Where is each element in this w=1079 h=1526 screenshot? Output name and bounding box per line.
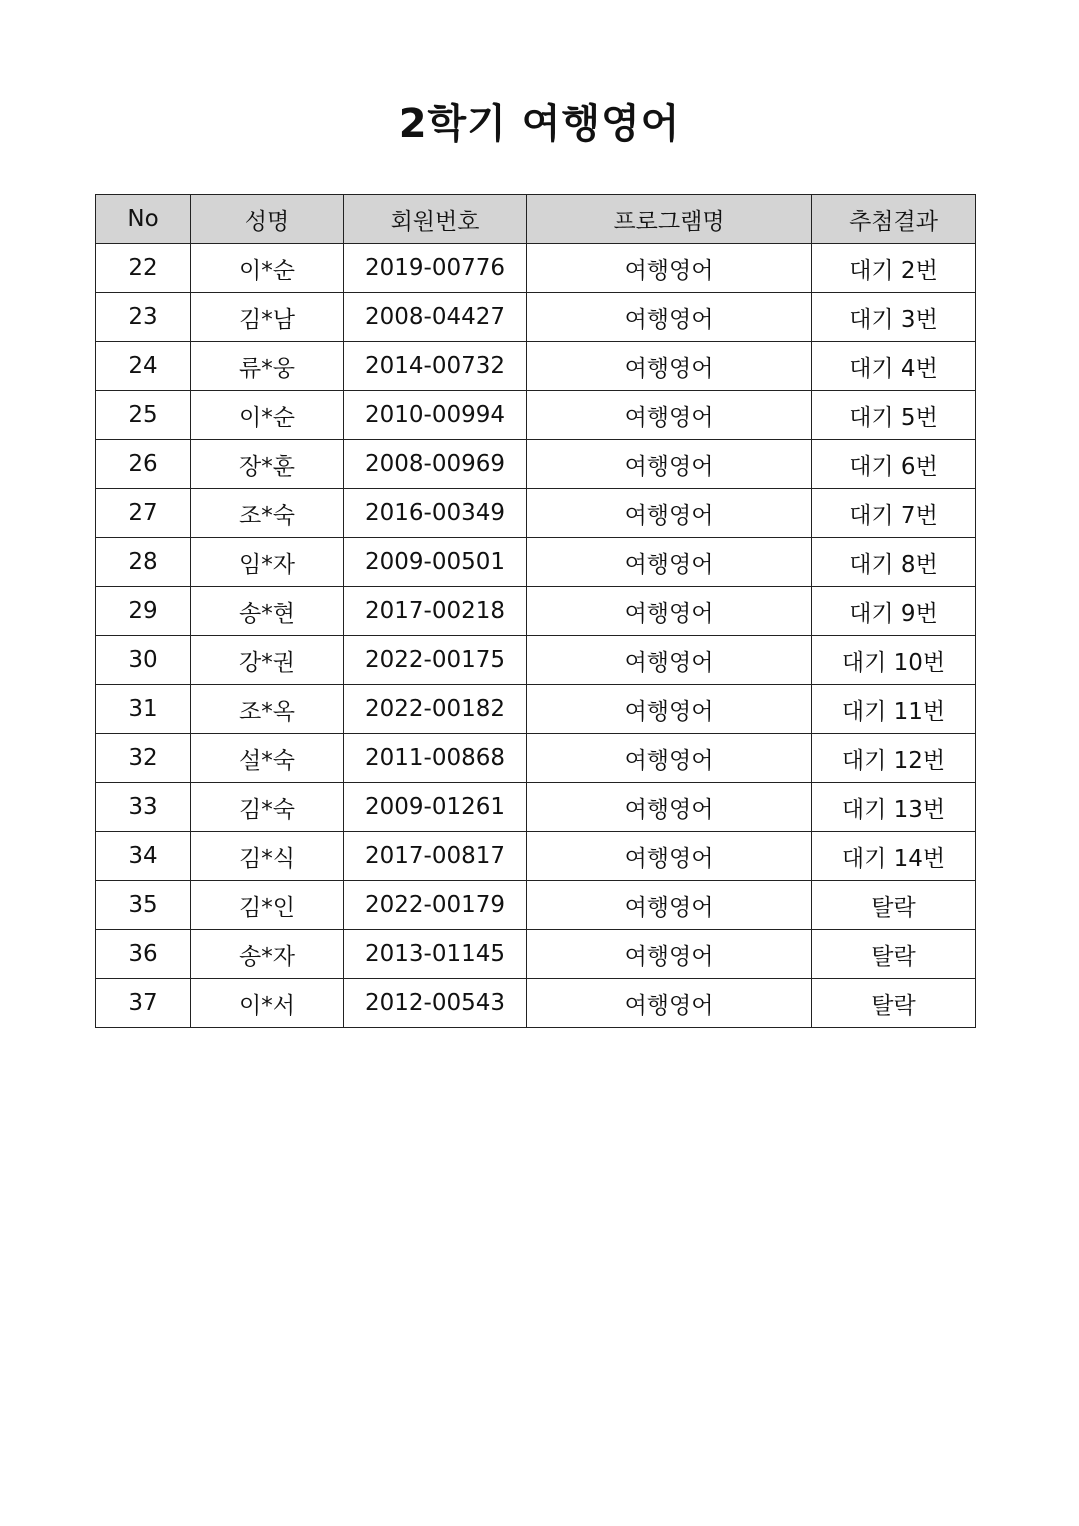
- table-row: [96, 783, 976, 832]
- cell-member-no: 2022-00175: [344, 636, 527, 685]
- table-body: [96, 244, 976, 1028]
- table-row: [96, 930, 976, 979]
- cell-member-no: 2019-00776: [344, 244, 527, 293]
- cell-name: 조*숙: [191, 489, 344, 538]
- cell-result: 대기 12번: [812, 734, 976, 783]
- cell-no: 27: [96, 489, 191, 538]
- cell-member-no: 2009-01261: [344, 783, 527, 832]
- cell-name: 김*식: [191, 832, 344, 881]
- table-row: [96, 489, 976, 538]
- column-header-program: 프로그램명: [527, 195, 812, 244]
- cell-program: 여행영어: [527, 783, 812, 832]
- table-row: [96, 734, 976, 783]
- cell-program: 여행영어: [527, 244, 812, 293]
- table-row: [96, 832, 976, 881]
- cell-no: 22: [96, 244, 191, 293]
- header-row: [96, 195, 976, 244]
- cell-no: 34: [96, 832, 191, 881]
- column-header-no: No: [96, 195, 191, 244]
- cell-program: 여행영어: [527, 930, 812, 979]
- cell-result: 대기 9번: [812, 587, 976, 636]
- cell-name: 이*순: [191, 244, 344, 293]
- cell-program: 여행영어: [527, 587, 812, 636]
- cell-member-no: 2022-00179: [344, 881, 527, 930]
- cell-no: 31: [96, 685, 191, 734]
- cell-member-no: 2013-01145: [344, 930, 527, 979]
- cell-name: 이*순: [191, 391, 344, 440]
- cell-name: 송*자: [191, 930, 344, 979]
- column-header-result: 추첨결과: [812, 195, 976, 244]
- cell-name: 강*권: [191, 636, 344, 685]
- cell-result: 대기 10번: [812, 636, 976, 685]
- cell-result: 대기 13번: [812, 783, 976, 832]
- cell-name: 김*숙: [191, 783, 344, 832]
- cell-member-no: 2008-04427: [344, 293, 527, 342]
- cell-program: 여행영어: [527, 538, 812, 587]
- cell-name: 김*남: [191, 293, 344, 342]
- cell-name: 임*자: [191, 538, 344, 587]
- table-row: [96, 293, 976, 342]
- cell-result: 대기 14번: [812, 832, 976, 881]
- column-header-member-no: 회원번호: [344, 195, 527, 244]
- cell-no: 37: [96, 979, 191, 1028]
- cell-member-no: 2016-00349: [344, 489, 527, 538]
- cell-name: 조*옥: [191, 685, 344, 734]
- page-title: 2학기 여행영어: [398, 101, 681, 147]
- cell-result: 대기 3번: [812, 293, 976, 342]
- cell-name: 설*숙: [191, 734, 344, 783]
- cell-result: 탈락: [812, 881, 976, 930]
- cell-member-no: 2008-00969: [344, 440, 527, 489]
- table-row: [96, 979, 976, 1028]
- cell-program: 여행영어: [527, 881, 812, 930]
- cell-name: 송*현: [191, 587, 344, 636]
- table-header: [96, 195, 976, 244]
- cell-member-no: 2009-00501: [344, 538, 527, 587]
- cell-name: 류*웅: [191, 342, 344, 391]
- table-row: [96, 391, 976, 440]
- cell-no: 35: [96, 881, 191, 930]
- cell-result: 대기 4번: [812, 342, 976, 391]
- cell-program: 여행영어: [527, 489, 812, 538]
- cell-no: 24: [96, 342, 191, 391]
- cell-result: 대기 7번: [812, 489, 976, 538]
- cell-no: 28: [96, 538, 191, 587]
- cell-member-no: 2017-00218: [344, 587, 527, 636]
- cell-no: 26: [96, 440, 191, 489]
- cell-result: 대기 11번: [812, 685, 976, 734]
- cell-no: 29: [96, 587, 191, 636]
- cell-result: 대기 5번: [812, 391, 976, 440]
- cell-no: 25: [96, 391, 191, 440]
- table-row: [96, 587, 976, 636]
- cell-member-no: 2017-00817: [344, 832, 527, 881]
- cell-result: 탈락: [812, 979, 976, 1028]
- cell-name: 장*훈: [191, 440, 344, 489]
- cell-program: 여행영어: [527, 342, 812, 391]
- cell-result: 대기 8번: [812, 538, 976, 587]
- cell-program: 여행영어: [527, 734, 812, 783]
- cell-program: 여행영어: [527, 979, 812, 1028]
- cell-no: 30: [96, 636, 191, 685]
- cell-program: 여행영어: [527, 636, 812, 685]
- cell-member-no: 2010-00994: [344, 391, 527, 440]
- cell-no: 36: [96, 930, 191, 979]
- cell-member-no: 2022-00182: [344, 685, 527, 734]
- cell-result: 대기 2번: [812, 244, 976, 293]
- cell-program: 여행영어: [527, 293, 812, 342]
- cell-name: 김*인: [191, 881, 344, 930]
- table-row: [96, 440, 976, 489]
- lottery-result-table: [95, 194, 976, 1028]
- table-row: [96, 538, 976, 587]
- cell-no: 33: [96, 783, 191, 832]
- column-header-name: 성명: [191, 195, 344, 244]
- cell-member-no: 2011-00868: [344, 734, 527, 783]
- cell-member-no: 2014-00732: [344, 342, 527, 391]
- cell-name: 이*서: [191, 979, 344, 1028]
- cell-result: 대기 6번: [812, 440, 976, 489]
- cell-program: 여행영어: [527, 832, 812, 881]
- cell-result: 탈락: [812, 930, 976, 979]
- cell-no: 32: [96, 734, 191, 783]
- cell-program: 여행영어: [527, 391, 812, 440]
- table-row: [96, 342, 976, 391]
- cell-program: 여행영어: [527, 685, 812, 734]
- cell-no: 23: [96, 293, 191, 342]
- cell-program: 여행영어: [527, 440, 812, 489]
- table-row: [96, 881, 976, 930]
- table-row: [96, 636, 976, 685]
- table-row: [96, 244, 976, 293]
- table-row: [96, 685, 976, 734]
- cell-member-no: 2012-00543: [344, 979, 527, 1028]
